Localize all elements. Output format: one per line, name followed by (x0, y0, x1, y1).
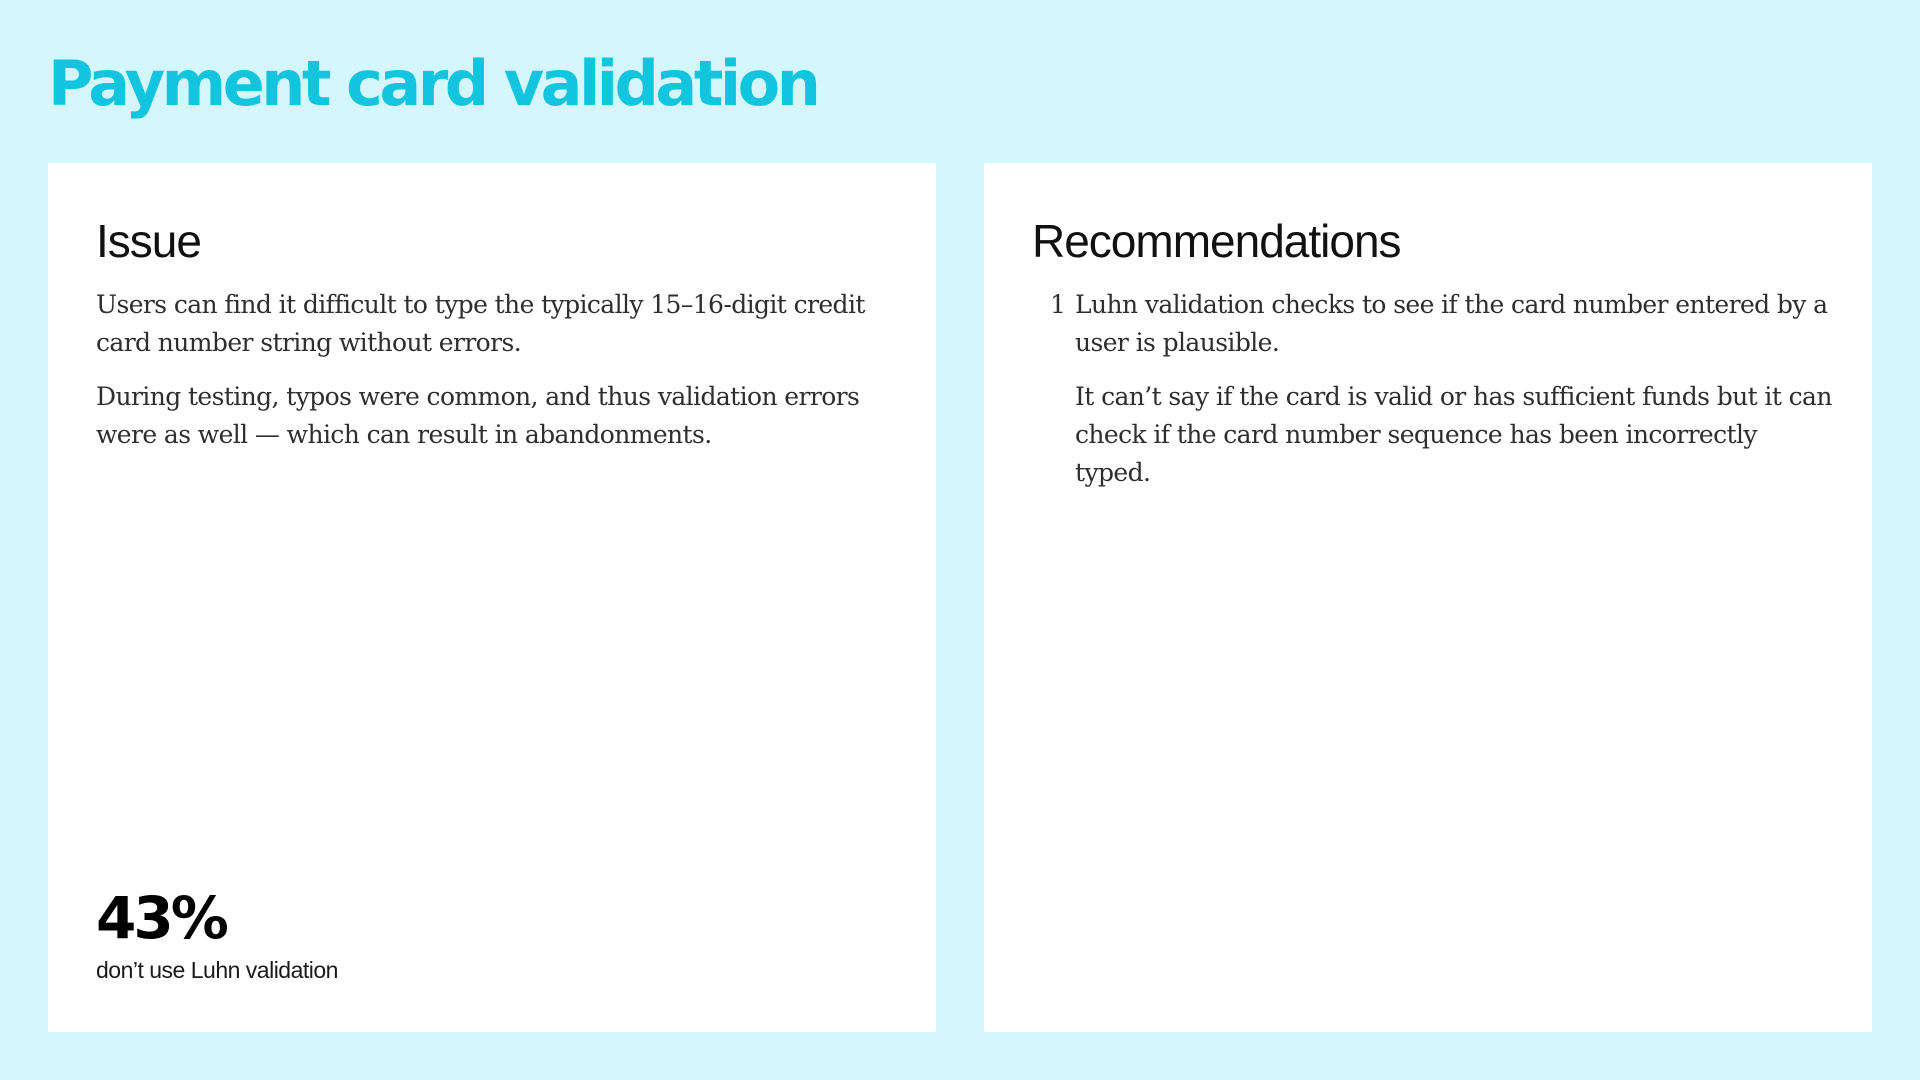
recommendation-paragraph: It can’t say if the card is valid or has sufficient funds but it can check if the card number sequence has been incorrectly typed. (1075, 382, 1832, 487)
list-item-number: 1 (1050, 290, 1066, 319)
issue-card (48, 163, 936, 1032)
stat-value: 43% (96, 884, 226, 952)
recommendations-heading: Recommendations (1032, 215, 1401, 267)
issue-paragraph: During testing, typos were common, and thus validation errors were as well — which can result in abandonments. (96, 382, 860, 449)
list-item (1032, 286, 1832, 492)
recommendations-list (1032, 286, 1832, 492)
issue-paragraph: Users can find it difficult to type the typically 15–16-digit credit card number string without errors. (96, 290, 865, 357)
recommendation-paragraph: Luhn validation checks to see if the card number entered by a user is plausible. (1075, 290, 1828, 357)
issue-heading: Issue (96, 215, 201, 267)
recommendations-card (984, 163, 1872, 1032)
page-title: Payment card validation (48, 47, 818, 120)
stat-caption: don’t use Luhn validation (96, 957, 338, 983)
issue-body (96, 286, 896, 454)
